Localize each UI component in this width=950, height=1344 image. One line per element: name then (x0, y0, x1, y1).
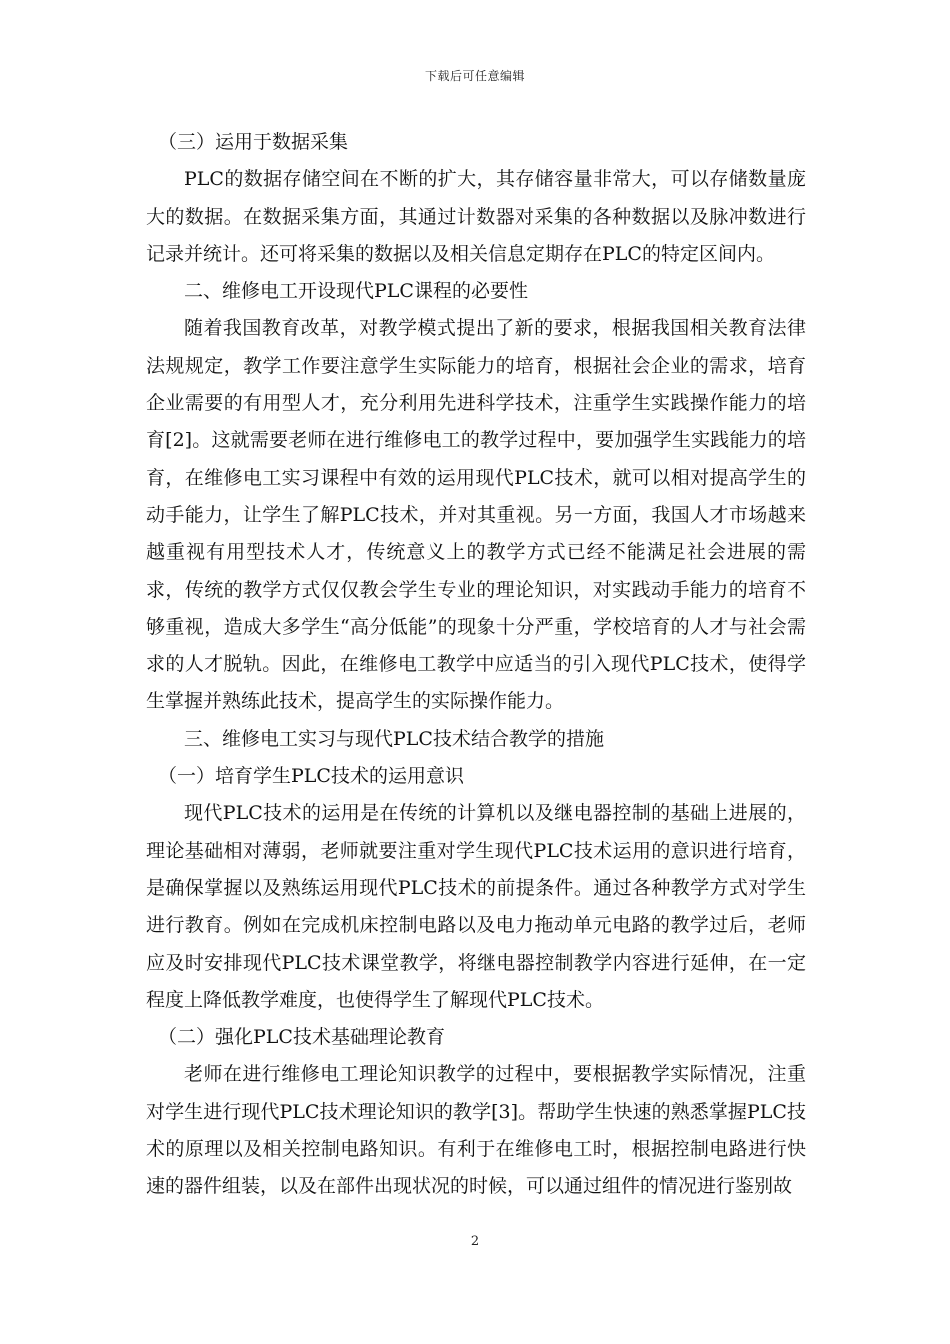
body-paragraph: 现代PLC技术的运用是在传统的计算机以及继电器控制的基础上进展的，理论基础相对薄弱，老师就要注重对学生现代PLC技术运用的意识进行培育，是确保掌握以及熟练运用现代PLC技术的前提条件。通过各种教学方式对学生进行教育。例如在完成机床控制电路以及电力拖动单元电路的教学过后，老师应及时安排现代PLC技术课堂教学，将继电器控制教学内容进行延伸，在一定程度上降低教学难度，也使得学生了解现代PLC技术。 (146, 802, 806, 1011)
page-header: 下载后可任意编辑 (424, 69, 525, 83)
section-subheading: （一）培育学生PLC技术的运用意识 (158, 765, 464, 788)
body-paragraph: 随着我国教育改革，对教学模式提出了新的要求，根据我国相关教育法律法规规定，教学工作要注意学生实际能力的培育，根据社会企业的需求，培育企业需要的有用型人才，充分利用先进科学技术，注重学生实践操作能力的培育[2]。这就需要老师在进行维修电工的教学过程中，要加强学生实践能力的培育，在维修电工实习课程中有效的运用现代PLC技术，就可以相对提高学生的动手能力，让学生了解PLC技术，并对其重视。另一方面，我国人才市场越来越重视有用型技术人才，传统意义上的教学方式已经不能满足社会进展的需求，传统的教学方式仅仅教会学生专业的理论知识，对实践动手能力的培育不够重视，造成大多学生“高分低能”的现象十分严重，学校培育的人才与社会需求的人才脱轨。因此，在维修电工教学中应适当的引入现代PLC技术，使得学生掌握并熟练此技术，提高学生的实际操作能力。 (146, 317, 806, 713)
body-paragraph: 老师在进行维修电工理论知识教学的过程中，要根据教学实际情况，注重对学生进行现代PLC技术理论知识的教学[3]。帮助学生快速的熟悉掌握PLC技术的原理以及相关控制电路知识。有利于在维修电工时，根据控制电路进行快速的器件组装，以及在部件出现状况的时候，可以通过组件的情况进行鉴别故 (146, 1063, 806, 1198)
body-paragraph: PLC的数据存储空间在不断的扩大，其存储容量非常大，可以存储数量庞大的数据。在数据采集方面，其通过计数器对采集的各种数据以及脉冲数进行记录并统计。还可将采集的数据以及相关信息定期存在PLC的特定区间内。 (146, 168, 806, 265)
page-number: 2 (470, 1234, 480, 1249)
section-heading: 三、维修电工实习与现代PLC技术结合教学的措施 (184, 727, 604, 750)
section-heading: 二、维修电工开设现代PLC课程的必要性 (184, 280, 528, 303)
section-subheading: （三）运用于数据采集 (158, 131, 349, 153)
document-body (146, 124, 806, 1206)
section-subheading: （二）强化PLC技术基础理论教育 (158, 1026, 445, 1049)
